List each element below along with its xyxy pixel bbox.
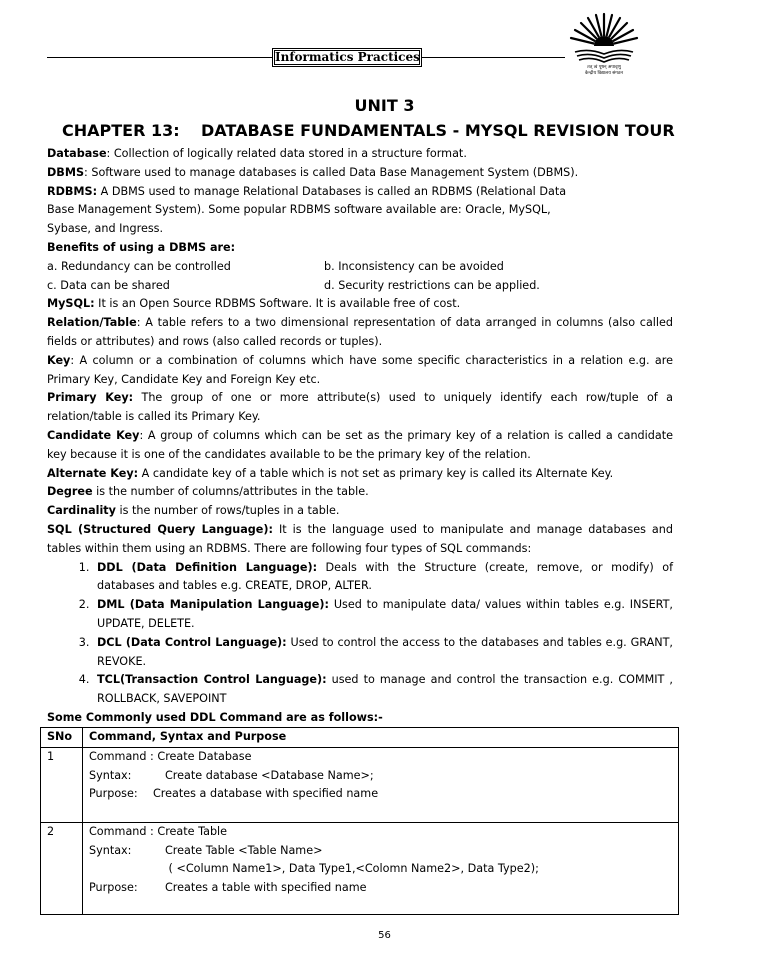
def-alternate-key: Alternate Key: A candidate key of a table which is not set as primary key is called its Alternate Key. [47,466,614,480]
benefits-row-2: c. Data can be shared d. Security restrictions can be applied. [47,278,540,292]
table-row [41,747,679,822]
def-rdbms: RDBMS: A DBMS used to manage Relational Databases is called an RDBMS (Relational Data Base Management System). Some popular RDBMS software available are: Oracle, MySQL, Sybase, and Ingress. [47,184,567,236]
def-dbms: DBMS: Software used to manage databases is called Data Base Management System (DBMS). [47,165,579,179]
def-database: Database: Collection of logically related data stored in a structure format. [47,147,467,160]
header-rule-right [422,57,565,58]
body-content [47,145,673,728]
header-rule-left [47,57,272,58]
sql-types-list [47,559,673,709]
def-candidate-key: Candidate Key: A group of columns which can be set as the primary key of a relation is called a candidate key because it is one of the candidates available to be the primary key of the relation. [47,428,673,461]
benefits-heading: Benefits of using a DBMS are: [47,240,236,254]
table-row [41,822,679,914]
def-mysql: MySQL: It is an Open Source RDBMS Software. It is available free of cost. [47,297,461,311]
def-primary-key: Primary Key: The group of one or more attribute(s) used to uniquely identify each row/tuple of a relation/table is called its Primary Key. [47,391,673,424]
table-header-row [41,728,679,748]
logo-caption-2: केन्द्रीय विद्यालय संगठन [585,71,623,76]
def-cardinality: Cardinality is the number of rows/tuples in a table. [47,504,340,518]
def-degree: Degree is the number of columns/attributes in the table. [47,485,369,499]
list-item: 3. DCL (Data Control Language): Used to control the access to the databases and tables e.g. GRANT, REVOKE. [93,634,673,672]
logo-caption-1: तत् त्वं पूषन् अपावृणु [587,65,621,70]
header-subject-box [272,48,422,67]
def-key: Key: A column or a combination of columns which have some specific characteristics in a relation e.g. are Primary Key, Candidate Key and Foreign Key etc. [47,353,673,386]
unit-title: UNIT 3 [354,96,415,115]
page-number: 56 [378,930,391,941]
cell-command: Command : Create Database Syntax: Create database <Database Name>; Purpose: Creates a database with specified name [83,747,679,822]
chapter-name: DATABASE FUNDAMENTALS - MYSQL REVISION TOUR [201,121,675,140]
col-header-sno: SNo [41,728,83,748]
list-item: 2. DML (Data Manipulation Language): Used to manipulate data/ values within tables e.g. INSERT, UPDATE, DELETE. [93,596,673,634]
list-item: 1. DDL (Data Definition Language): Deals with the Structure (create, remove, or modify) of databases and tables e.g. CREATE, DROP, ALTER. [93,559,673,597]
cell-sno: 1 [41,747,83,822]
def-sql: SQL (Structured Query Language): It is the language used to manipulate and manage databases and tables within them using an RDBMS. There are following four types of SQL commands: [47,522,673,555]
col-header-command: Command, Syntax and Purpose [83,728,679,748]
cell-sno: 2 [41,822,83,914]
ddl-command-table [40,727,679,915]
benefits-row-1: a. Redundancy can be controlled b. Inconsistency can be avoided [47,259,504,273]
def-relation: Relation/Table: A table refers to a two dimensional representation of data arranged in columns (also called fields or attributes) and rows (also called records or tuples). [47,316,673,348]
ddl-heading: Some Commonly used DDL Command are as follows:- [47,710,383,724]
cell-command: Command : Create Table Syntax: Create Table <Table Name> ( <Column Name1>, Data Type1,<Colomn Name2>, Data Type2); Purpose: Creates a table with specified name [83,822,679,914]
list-item: 4. TCL(Transaction Control Language): used to manage and control the transaction e.g. COMMIT , ROLLBACK, SAVEPOINT [93,671,673,709]
kvs-logo-icon [565,8,643,76]
chapter-number: CHAPTER 13: [62,121,180,140]
chapter-title [62,121,675,141]
header-subject: Informatics Practices [275,50,420,64]
